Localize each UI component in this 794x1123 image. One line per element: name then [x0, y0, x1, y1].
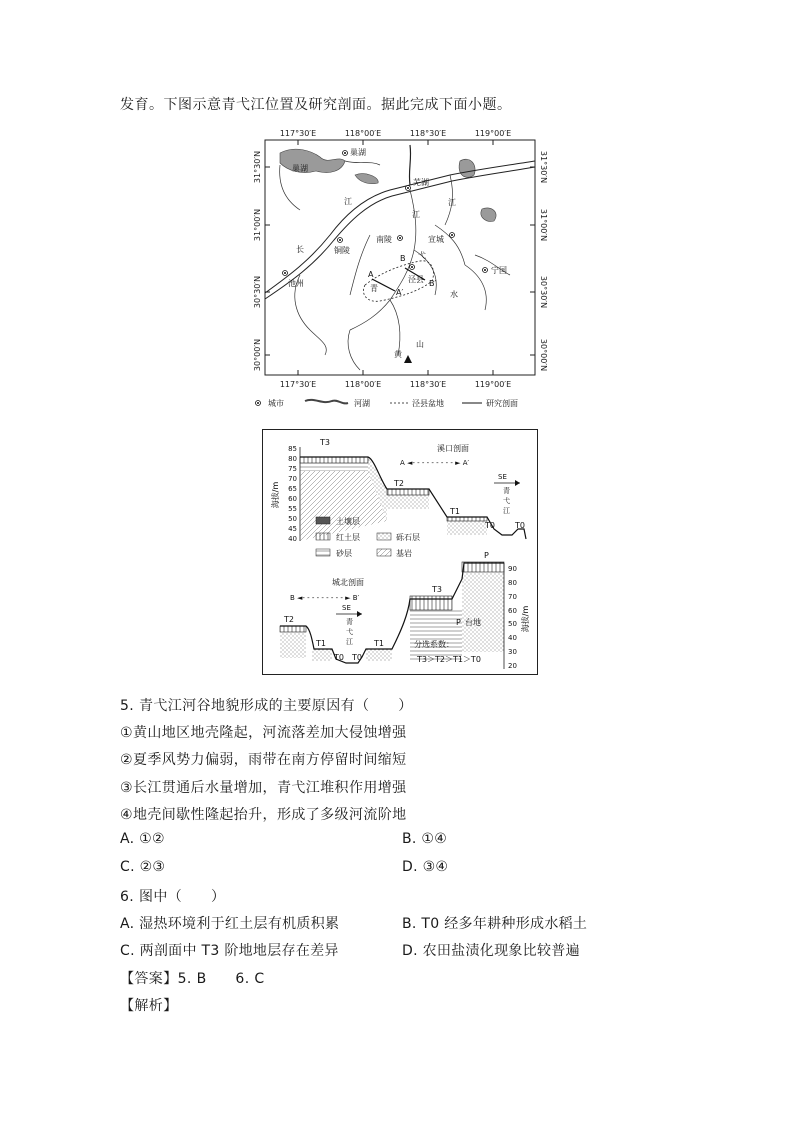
river-char: 长 [296, 245, 304, 254]
legend-profile: 研究剖面 [486, 399, 518, 408]
river-network [280, 161, 510, 370]
legend-red: 红土层 [336, 533, 360, 542]
legend-sand: 砂层 [336, 549, 352, 558]
river-char: 水 [450, 290, 458, 299]
q5-option-b: B. ①④ [402, 831, 448, 847]
p2-se: SE [342, 604, 351, 612]
p2-sort-label: 分选系数： [414, 640, 454, 649]
p2-river-char: 江 [346, 638, 353, 646]
legend-city: 城市 [268, 399, 284, 408]
p1-ytick: 65 [288, 485, 297, 493]
label-chaohu-lake: 巢湖 [292, 164, 308, 173]
label-wuhu: 芜湖 [413, 178, 429, 187]
intro-text: 发育。下图示意青弋江位置及研究剖面。据此完成下面小题。 [120, 97, 512, 113]
p1-ytick: 55 [288, 505, 297, 513]
lat-label-right: 31°00′N [539, 208, 548, 242]
q5-item: ④地壳间歇性隆起抬升，形成了多级河流阶地 [120, 807, 407, 823]
legend-lake: 河湖 [354, 399, 370, 408]
p2-river-char: 弋 [346, 628, 353, 636]
p2-tai-label: 台地 [465, 618, 481, 627]
label-nanling: 南陵 [376, 235, 392, 244]
label-xuancheng: 宣城 [428, 235, 444, 244]
legend-bedrock: 基岩 [396, 549, 412, 558]
point-label-b2: B′ [429, 279, 437, 288]
legend-red-swatch [316, 533, 330, 540]
p1-ytick: 70 [288, 475, 297, 483]
lon-label-bottom: 118°00′E [344, 380, 382, 389]
q5-option-c: C. ②③ [120, 859, 166, 875]
p2-terrace-t1: T1 [374, 639, 384, 648]
p1-river-char: 江 [503, 507, 510, 515]
point-label-a2: A′ [396, 288, 404, 297]
legend-bedrock-swatch [377, 549, 391, 556]
lake-shape [459, 159, 475, 177]
legend-soil-swatch [316, 517, 330, 524]
p1-terrace-t1: T1 [450, 507, 460, 516]
p2-ytick: 90 [508, 565, 517, 573]
p1-ytick: 85 [288, 445, 297, 453]
p2-direction: B ◄- - - - - - - - - ► B′ [290, 594, 360, 602]
location-map [250, 125, 550, 415]
p1-direction: A ◄- - - - - - - - - ► A′ [400, 459, 470, 467]
p2-ytick: 60 [508, 607, 517, 615]
p2-ytick: 30 [508, 648, 517, 656]
label-ningguo: 宁国 [491, 266, 507, 275]
p2-ylabel: 海拔/m [521, 605, 530, 633]
legend-basin: 泾县盆地 [412, 399, 444, 408]
p1-terrace-t0: T0 [485, 521, 495, 530]
label-jingxian: 泾县 [408, 275, 424, 284]
p2-ytick: 80 [508, 579, 517, 587]
lon-label-bottom: 117°30′E [279, 380, 317, 389]
q5-item: ②夏季风势力偏弱，雨带在南方停留时间缩短 [120, 752, 407, 768]
p2-ytick: 50 [508, 620, 517, 628]
profile-figure [262, 429, 538, 675]
lake-shape [481, 208, 496, 221]
legend-gravel: 砾石层 [396, 533, 420, 542]
lat-label-left: 30°00′N [253, 338, 262, 372]
p2-terrace-t0: T0 [334, 653, 344, 662]
lat-label-right: 30°00′N [539, 338, 548, 372]
river-char: 江 [344, 197, 352, 206]
legend-soil: 土壤层 [336, 517, 360, 526]
river-char: 江 [448, 198, 456, 207]
q5-item: ①黄山地区地壳隆起，河流落差加大侵蚀增强 [120, 725, 407, 741]
p1-ylabel: 海拔/m [271, 481, 280, 509]
p2-ytick: 40 [508, 634, 517, 642]
analysis-heading: 【解析】 [120, 998, 178, 1014]
p1-terrace-t2: T2 [394, 479, 404, 488]
p1-river-char: 弋 [503, 497, 510, 505]
p2-sort-value: T3＞T2＞T1＞T0 [417, 655, 481, 664]
p2-ytick: 70 [508, 593, 517, 601]
q5-item: ③长江贯通后水量增加，青弋江堆积作用增强 [120, 780, 407, 796]
label-tongling: 铜陵 [334, 246, 350, 255]
p1-ytick: 60 [288, 495, 297, 503]
lat-label-right: 31°30′N [539, 150, 548, 184]
mountain-icon [404, 355, 412, 363]
q5-stem: 5. 青弋江河谷地貌形成的主要原因有（ ） [120, 698, 413, 714]
label-chaohu-city: 巢湖 [350, 148, 366, 157]
q5-option-a: A. ①② [120, 831, 165, 847]
p1-terrace-t0: T0 [515, 521, 525, 530]
p2-terrace-t3: T3 [432, 585, 442, 594]
lat-label-right: 30°30′N [539, 275, 548, 309]
q6-option-d: D. 农田盐渍化现象比较普遍 [402, 943, 580, 959]
lon-label-top: 117°30′E [279, 129, 317, 138]
p1-ytick: 50 [288, 515, 297, 523]
p2-terrace-t2: T2 [284, 615, 294, 624]
point-label-b: B [400, 254, 406, 263]
legend-lake-icon [305, 400, 348, 404]
answer-line: 【答案】5. B 6. C [120, 971, 265, 987]
lon-label-top: 118°00′E [344, 129, 382, 138]
legend-sand-swatch [316, 549, 330, 556]
p1-ytick: 75 [288, 465, 297, 473]
p1-title: 溪口剖面 [437, 444, 469, 453]
p2-ytick: 20 [508, 662, 517, 670]
river-channel [409, 145, 410, 185]
p2-terrace-t0: T0 [352, 653, 362, 662]
lon-label-top: 119°00′E [474, 129, 512, 138]
q6-option-b: B. T0 经多年耕种形成水稻土 [402, 916, 588, 932]
lon-label-bottom: 118°30′E [409, 380, 447, 389]
lat-label-left: 30°30′N [253, 275, 262, 309]
p1-ytick: 80 [288, 455, 297, 463]
q6-option-a: A. 湿热环境利于红土层有机质积累 [120, 916, 340, 932]
lat-label-left: 31°30′N [253, 150, 262, 184]
lake-shape [355, 174, 378, 184]
p1-ytick: 40 [288, 535, 297, 543]
river-char: 江 [412, 210, 420, 219]
river-char: 青 [370, 284, 378, 293]
p2-title: 城北剖面 [332, 578, 364, 587]
lon-label-bottom: 119°00′E [474, 380, 512, 389]
p1-river-char: 青 [503, 487, 510, 495]
point-label-a: A [368, 270, 374, 279]
p2-river-char: 青 [346, 618, 353, 626]
p1-ytick: 45 [288, 525, 297, 533]
q5-option-d: D. ③④ [402, 859, 449, 875]
river-char: 弋 [418, 251, 426, 260]
chaohu-lake-shape [280, 149, 345, 172]
river-char: 黄 [394, 350, 402, 359]
label-chizhou: 池州 [288, 279, 304, 288]
lat-label-left: 31°00′N [253, 208, 262, 242]
p2-terrace-t1: T1 [316, 639, 326, 648]
p1-se: SE [498, 473, 507, 481]
p2-terrace-p: P [484, 551, 489, 560]
q6-option-c: C. 两剖面中 T3 阶地地层存在差异 [120, 943, 339, 959]
legend-gravel-swatch [377, 533, 391, 540]
q6-stem: 6. 图中（ ） [120, 889, 226, 905]
river-char: 山 [416, 340, 424, 349]
lon-label-top: 118°30′E [409, 129, 447, 138]
p1-terrace-t3: T3 [320, 438, 330, 447]
p2-terrace-p: P [456, 618, 461, 627]
yangtze-river [265, 167, 535, 299]
